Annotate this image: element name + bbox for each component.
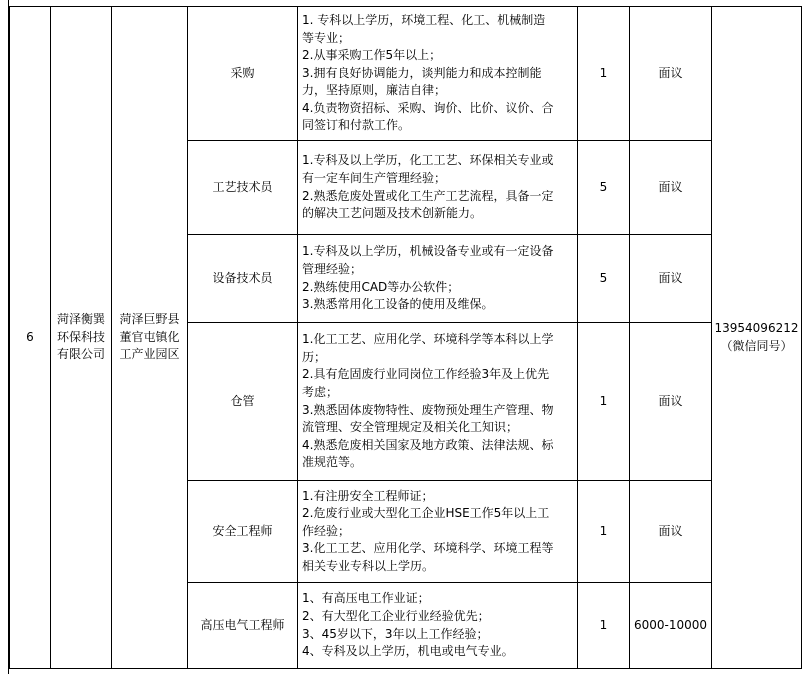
table-row bbox=[10, 7, 802, 141]
salary: 面议 bbox=[630, 235, 712, 323]
location-line: 工产业园区 bbox=[119, 347, 180, 362]
salary: 面议 bbox=[630, 141, 712, 235]
position-requirements bbox=[298, 7, 578, 141]
job-listing-table bbox=[9, 6, 802, 669]
requirement-line: 等专业； bbox=[302, 30, 351, 45]
salary: 面议 bbox=[630, 7, 712, 141]
row-index: 6 bbox=[10, 7, 51, 669]
requirement-line: 同签订和付款工作。 bbox=[302, 118, 411, 133]
work-location bbox=[112, 7, 188, 669]
requirement-line: 3.拥有良好协调能力，谈判能力和成本控制能 bbox=[302, 65, 542, 80]
position-requirements bbox=[298, 583, 578, 669]
left-margin-gridline bbox=[0, 0, 9, 674]
headcount: 5 bbox=[578, 235, 630, 323]
requirement-line: 1.有注册安全工程师证； bbox=[302, 488, 434, 503]
requirement-line: 相关专业专科以上学历。 bbox=[302, 558, 435, 573]
headcount: 1 bbox=[578, 323, 630, 481]
requirement-line: 1. 专科以上学历，环境工程、化工、机械制造 bbox=[302, 12, 546, 27]
requirement-line: 2.具有危固废行业同岗位工作经验3年及上优先 bbox=[302, 367, 550, 382]
requirement-line: 3.熟悉固体废物特性、废物预处理生产管理、物 bbox=[302, 402, 554, 417]
contact-info bbox=[712, 7, 802, 669]
requirement-line: 作经验； bbox=[302, 523, 351, 538]
requirement-line: 的解决工艺问题及技术创新能力。 bbox=[302, 206, 483, 221]
position-title: 设备技术员 bbox=[188, 235, 298, 323]
company-name bbox=[51, 7, 112, 669]
requirement-line: 2.从事采购工作5年以上； bbox=[302, 48, 442, 63]
requirement-line: 2.熟练使用CAD等办公软件； bbox=[302, 279, 460, 294]
requirement-line: 4.负责物资招标、采购、询价、比价、议价、合 bbox=[302, 100, 554, 115]
position-requirements bbox=[298, 141, 578, 235]
requirement-line: 4.熟悉危废相关国家及地方政策、法律法规、标 bbox=[302, 437, 554, 452]
requirement-line: 历； bbox=[302, 349, 327, 364]
requirement-line: 3、45岁以下，3年以上工作经验； bbox=[302, 626, 489, 641]
company-line: 有限公司 bbox=[56, 347, 105, 362]
headcount: 1 bbox=[578, 7, 630, 141]
position-requirements bbox=[298, 481, 578, 583]
company-line: 菏泽衡巽 bbox=[56, 312, 105, 327]
company-line: 环保科技 bbox=[56, 329, 105, 344]
requirement-line: 3.熟悉常用化工设备的使用及维保。 bbox=[302, 297, 494, 312]
location-line: 菏泽巨野县 bbox=[119, 312, 180, 327]
requirement-line: 有一定车间生产管理经验； bbox=[302, 170, 447, 185]
position-title: 采购 bbox=[188, 7, 298, 141]
salary: 6000-10000 bbox=[630, 583, 712, 669]
requirement-line: 3.化工工艺、应用化学、环境科学、环境工程等 bbox=[302, 541, 554, 556]
position-requirements bbox=[298, 323, 578, 481]
requirement-line: 1.专科及以上学历，化工工艺、环保相关专业或 bbox=[302, 153, 554, 168]
salary: 面议 bbox=[630, 323, 712, 481]
headcount: 1 bbox=[578, 583, 630, 669]
requirement-line: 1.专科及以上学历，机械设备专业或有一定设备 bbox=[302, 244, 554, 259]
requirement-line: 1.化工工艺、应用化学、环境科学等本科以上学 bbox=[302, 332, 554, 347]
requirement-line: 4、专科及以上学历，机电或电气专业。 bbox=[302, 644, 514, 659]
contact-note: （微信同号） bbox=[720, 338, 793, 353]
contact-phone: 13954096212 bbox=[714, 320, 799, 335]
headcount: 1 bbox=[578, 481, 630, 583]
requirement-line: 2、有大型化工企业行业经验优先； bbox=[302, 608, 490, 623]
requirement-line: 准规范等。 bbox=[302, 455, 363, 470]
position-title: 安全工程师 bbox=[188, 481, 298, 583]
headcount: 5 bbox=[578, 141, 630, 235]
position-title: 工艺技术员 bbox=[188, 141, 298, 235]
position-requirements bbox=[298, 235, 578, 323]
position-title: 仓管 bbox=[188, 323, 298, 481]
requirement-line: 1、有高压电工作业证； bbox=[302, 591, 430, 606]
location-line: 董官屯镇化 bbox=[119, 329, 180, 344]
requirement-line: 流管理、安全管理规定及相关化工知识； bbox=[302, 420, 519, 435]
requirement-line: 2.危废行业或大型化工企业HSE工作5年以上工 bbox=[302, 506, 550, 521]
requirement-line: 2.熟悉危废处置或化工生产工艺流程，具备一定 bbox=[302, 188, 554, 203]
salary: 面议 bbox=[630, 481, 712, 583]
position-title: 高压电气工程师 bbox=[188, 583, 298, 669]
requirement-line: 考虑； bbox=[302, 384, 339, 399]
requirement-line: 力，坚持原则，廉洁自律； bbox=[302, 83, 447, 98]
requirement-line: 管理经验； bbox=[302, 261, 363, 276]
